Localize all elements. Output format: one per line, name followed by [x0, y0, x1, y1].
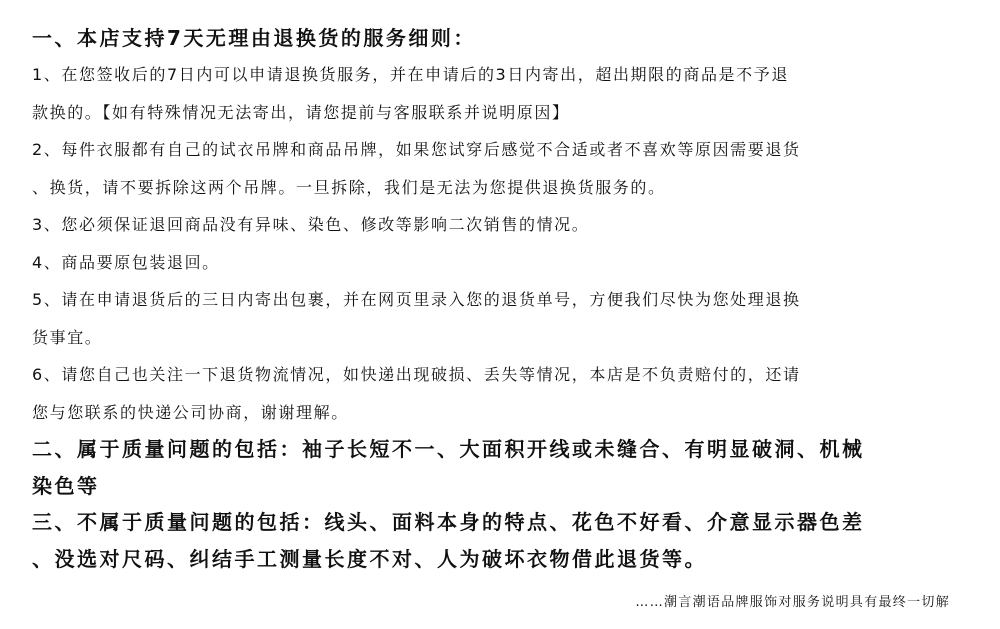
section2-line-1: 二、属于质量问题的包括：袖子长短不一、大面积开线或未缝合、有明显破洞、机械: [32, 437, 865, 461]
rule-5-line-1: 5、请在申请退货后的三日内寄出包裹，并在网页里录入您的退货单号，方便我们尽快为您处理退换: [32, 290, 801, 309]
return-policy-document: [32, 20, 972, 577]
rule-2-line-2: 、换货，请不要拆除这两个吊牌。一旦拆除，我们是无法为您提供退换货服务的。: [32, 177, 666, 197]
section2-line-2: 染色等: [32, 473, 100, 498]
rule-6-line-2: 您与您联系的快递公司协商，谢谢理解。: [32, 402, 349, 422]
rule-5-line-2: 货事宜。: [32, 327, 103, 347]
rule-3-line-1: 3、您必须保证退回商品没有异味、染色、修改等影响二次销售的情况。: [32, 215, 590, 234]
rule-2-line-1: 2、每件衣服都有自己的试衣吊牌和商品吊牌，如果您试穿后感觉不合适或者不喜欢等原因需要退货: [32, 140, 801, 159]
footer-note: ……潮言潮语品牌服饰对服务说明具有最终一切解: [635, 595, 950, 610]
rule-4-line-1: 4、商品要原包装退回。: [32, 252, 220, 272]
rule-1-line-2: 款换的。【如有特殊情况无法寄出，请您提前与客服联系并说明原因】: [32, 102, 570, 122]
section3-line-2: 、没选对尺码、纠结手工测量长度不对、人为破坏衣物借此退货等。: [32, 546, 707, 571]
rule-1-line-1: 1、在您签收后的7日内可以申请退换货服务，并在申请后的3日内寄出，超出期限的商品是不予退: [32, 65, 789, 84]
section1-heading: 一、本店支持7天无理由退换货的服务细则：: [32, 26, 476, 50]
rule-6-line-1: 6、请您自己也关注一下退货物流情况，如快递出现破损、丢失等情况，本店是不负责赔付的，还请: [32, 365, 801, 384]
section3-line-1: 三、不属于质量问题的包括：线头、面料本身的特点、花色不好看、介意显示器色差: [32, 510, 865, 534]
